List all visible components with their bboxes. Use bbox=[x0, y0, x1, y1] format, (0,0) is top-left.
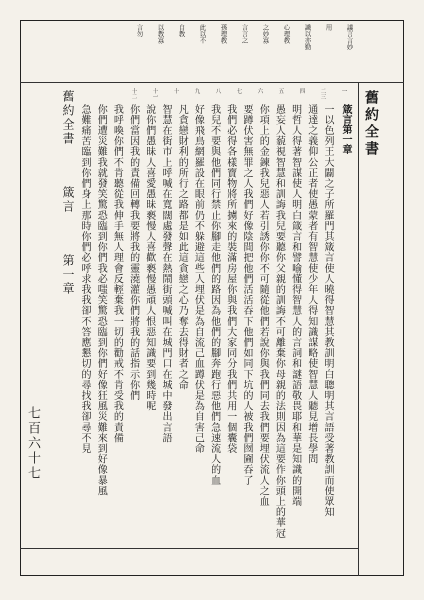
folio-section: 箴言 bbox=[61, 186, 75, 214]
text-column: 我們必得各樣寶物將所擄來的裝滿房屋你與我們大家同分我們共用一個囊袋 bbox=[224, 104, 236, 454]
running-title: 舊約全書 bbox=[363, 90, 379, 158]
text-column: 我呼喚你們不肯聽從我伸手無人理會反輕棄我一切的勸戒不肯受我的責備 bbox=[111, 104, 123, 444]
commentary-note: 言言之 bbox=[240, 24, 249, 44]
text-column: 好像飛鳥網羅設在眼前仍不躲避這些人埋伏是為自流己血蹲伏是為自害己命 bbox=[192, 104, 204, 454]
text-column: 要蹲伏害無罪之人我們好像陰間把他們活活吞下他們如同下坑的人被我們囫圇吞了 bbox=[241, 104, 252, 486]
text-column: 智慧在街市上呼喊在寬闊處發聲在熱鬧街頭喊叫在城門口在城中發出言語 bbox=[160, 104, 171, 444]
margin-rule bbox=[358, 82, 359, 576]
commentary-rule bbox=[20, 82, 404, 83]
chapter-label bbox=[340, 104, 350, 164]
commentary-note: 自教 bbox=[177, 24, 186, 37]
text-column: 說你們愚昧人喜愛愚昧褻慢人喜歡褻慢愚頑人恨惡知識要到幾時呢 bbox=[143, 104, 155, 412]
text-column: 你們當因我的責備回轉我要將我的靈澆灌你們將我的話指示你們 bbox=[127, 104, 139, 401]
verse-number: 十二 bbox=[130, 88, 137, 99]
commentary-note: 心理教 bbox=[282, 24, 291, 44]
verse-number: 二三 bbox=[319, 88, 326, 99]
book-name: 箴言 bbox=[340, 104, 351, 124]
text-column: 通達之義仰公正者使愚蒙者有智慧使少年人得知識謀略使智慧人聽見增長學問 bbox=[305, 104, 317, 465]
verse-number: 八 bbox=[214, 88, 221, 94]
commentary-note: 孫理教 bbox=[219, 24, 228, 44]
text-column: 我兒不要與他們同行禁止你腳走他們的路因為他們的腳奔跑行惡他們急速流人的血 bbox=[208, 104, 220, 486]
text-column: 你項上的金鍊我兒惡人若引誘你你不可隨從他們若說你與我們同去我們要埋伏流人之血 bbox=[257, 104, 269, 507]
text-column: 一以色列王大闢之子所羅門其箴言使人曉得智慧其教訓明白聰明其言語受著教訓而使眾知 bbox=[322, 104, 333, 518]
text-column: 明哲人得著智謀使人明白箴言和譬喻懂得智慧人的言詞和謎語敬畏耶和華是知識的開端 bbox=[289, 104, 301, 507]
commentary-note: 識以亦勤 bbox=[303, 24, 312, 50]
verse-number: 十一 bbox=[151, 88, 158, 99]
chapter-heading: 第一章 bbox=[340, 124, 351, 154]
verse-number: 一 bbox=[340, 88, 347, 94]
commentary-note: 議言言妙 bbox=[345, 24, 354, 50]
text-column: 急難痛苦臨到你們身上那時你們必呼求我我卻不答應懇切的尋找我卻尋不見 bbox=[79, 104, 90, 454]
commentary-note: 言勿 bbox=[135, 24, 144, 37]
commentary-note: 用 bbox=[324, 24, 333, 31]
folio-chapter: 第一章 bbox=[61, 254, 75, 296]
page-number: 七百六十七 bbox=[25, 406, 40, 481]
verse-number: 十 bbox=[172, 88, 179, 94]
verse-number: 六 bbox=[256, 88, 263, 94]
folio-title: 舊約全書 bbox=[61, 90, 75, 146]
verse-number: 四 bbox=[298, 88, 305, 94]
text-column: 你們遭災難我就發笑驚恐臨到你們我必嗤笑驚恐臨到你們好像狂風災難來到好像暴風 bbox=[95, 104, 107, 497]
text-column: 凡貪戀財利的所行之路都是如此這貪戀之心乃奪去得財者之命 bbox=[176, 104, 188, 391]
commentary-note: 此以不 bbox=[198, 24, 207, 44]
verse-number: 五 bbox=[277, 88, 284, 94]
folio-running-head bbox=[62, 90, 74, 570]
commentary-note: 以教寡 bbox=[156, 24, 165, 44]
verse-number: 九 bbox=[193, 88, 200, 94]
text-column: 愚妄人藐視智慧和訓誨我兒要聽你父親的訓誨不可離棄你母親的法則因為這要作你頭上的華冠 bbox=[273, 104, 285, 539]
commentary-note: 之妙寡 bbox=[261, 24, 270, 44]
verse-number: 七 bbox=[235, 88, 242, 94]
